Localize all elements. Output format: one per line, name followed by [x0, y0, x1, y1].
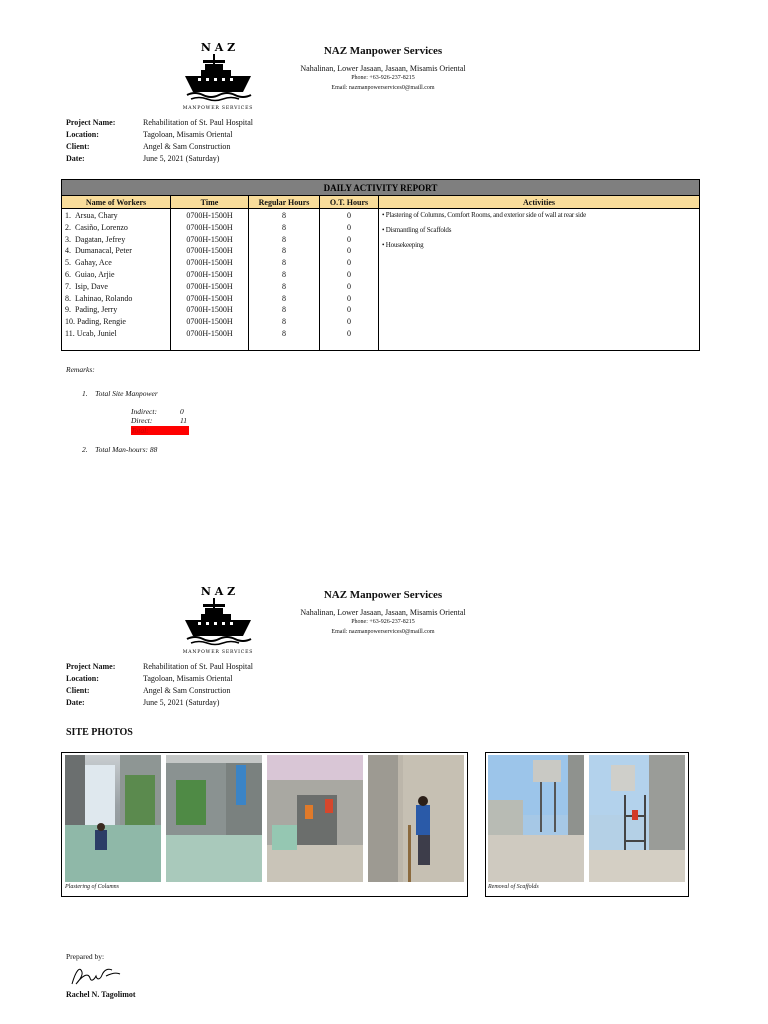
ot-hours-column — [320, 209, 379, 351]
time-cell: 0700H-1500H — [186, 269, 233, 279]
time-cell: 0700H-1500H — [186, 211, 233, 220]
total-row — [131, 426, 189, 435]
regular-hours-cell: 8 — [282, 293, 286, 303]
time-cell: 0700H-1500H — [186, 317, 233, 327]
location-label: Location: — [66, 130, 99, 139]
total-label: Total: — [131, 426, 149, 435]
regular-hours-cell: 8 — [282, 269, 286, 279]
company-phone: Phone: +63-926-237-8215 — [351, 75, 415, 81]
ot-hours-cell: 0 — [347, 305, 351, 315]
regular-hours-cell: 8 — [282, 246, 286, 256]
company-logo — [173, 584, 263, 656]
date-value: June 5, 2021 (Saturday) — [143, 154, 220, 163]
prepared-by-name: Rachel N. Tagolimot — [66, 990, 136, 999]
remarks-item-2 — [82, 445, 157, 454]
project-name-label: Project Name: — [66, 118, 116, 127]
header-regular-hours: Regular Hours — [249, 196, 320, 209]
worker-name: 2. Casiño, Lorenzo — [65, 222, 128, 232]
worker-name: 1. Arsua, Chary — [65, 211, 118, 220]
time-cell: 0700H-1500H — [186, 293, 233, 303]
client-label: Client: — [66, 686, 90, 695]
location-row — [66, 674, 232, 683]
company-email: Email: nazmanpowerservices0@maill.com — [331, 629, 435, 635]
project-name-row — [66, 118, 253, 127]
company-address: Nahalinan, Lower Jasaan, Jasaan, Misamis Oriental — [300, 608, 466, 617]
ot-hours-cell: 0 — [347, 258, 351, 268]
worker-name: 11. Ucab, Juniel — [65, 328, 117, 338]
worker-name: 9. Pading, Jerry — [65, 305, 118, 315]
workers-column — [62, 209, 171, 351]
regular-hours-cell: 8 — [282, 317, 286, 327]
logo-text-bottom: MANPOWER SERVICES — [182, 650, 254, 655]
regular-hours-cell: 8 — [282, 258, 286, 268]
worker-name: 8. Lahinao, Rolando — [65, 293, 133, 303]
time-cell: 0700H-1500H — [186, 258, 233, 268]
company-name: NAZ Manpower Services — [323, 45, 443, 57]
direct-row — [131, 416, 187, 425]
site-photos-title: SITE PHOTOS — [66, 727, 133, 738]
prepared-by-label: Prepared by: — [66, 952, 105, 961]
ot-hours-cell: 0 — [347, 269, 351, 279]
client-value: Angel & Sam Construction — [143, 142, 231, 151]
site-photo-plastering-4 — [368, 755, 464, 882]
time-cell: 0700H-1500H — [186, 328, 233, 338]
location-label: Location: — [66, 674, 99, 683]
site-photo-plastering-3 — [267, 755, 363, 882]
worker-name: 5. Gahay, Ace — [65, 258, 112, 268]
ot-hours-cell: 0 — [347, 234, 351, 244]
caption-scaffolds: Removal of Scaffolds — [488, 884, 539, 890]
photo-group-plastering — [61, 752, 468, 897]
date-label: Date: — [66, 154, 85, 163]
header-workers: Name of Workers — [62, 196, 171, 209]
company-name: NAZ Manpower Services — [323, 589, 443, 601]
worker-name: 7. Isip, Dave — [65, 281, 108, 291]
company-phone: Phone: +63-926-237-8215 — [351, 619, 415, 625]
remarks-item-1 — [82, 389, 158, 398]
remarks-item-2-number: 2. — [82, 445, 88, 454]
date-label: Date: — [66, 698, 85, 707]
ot-hours-cell: 0 — [347, 211, 351, 220]
header-ot-hours: O.T. Hours — [320, 196, 379, 209]
project-name-value: Rehabilitation of St. Paul Hospital — [143, 662, 253, 671]
ot-hours-cell: 0 — [347, 317, 351, 327]
time-cell: 0700H-1500H — [186, 281, 233, 291]
report-title: DAILY ACTIVITY REPORT — [62, 180, 700, 196]
ot-hours-cell: 0 — [347, 222, 351, 232]
worker-name: 10. Pading, Rengie — [65, 317, 126, 327]
time-cell: 0700H-1500H — [186, 222, 233, 232]
company-email: Email: nazmanpowerservices0@maill.com — [331, 85, 435, 91]
site-photo-scaffolds-2 — [589, 755, 685, 882]
date-value: June 5, 2021 (Saturday) — [143, 698, 220, 707]
activity-item: • Dismantling of Scaffolds — [382, 226, 452, 234]
project-name-label: Project Name: — [66, 662, 116, 671]
activity-item: • Plastering of Columns, Comfort Rooms, and exterior side of wall at rear side — [382, 211, 587, 219]
company-logo — [173, 40, 263, 112]
project-name-row — [66, 662, 253, 671]
remarks-item-2-text: Total Man-hours: 88 — [95, 445, 158, 454]
regular-hours-cell: 8 — [282, 234, 286, 244]
worker-name: 4. Dumanacal, Peter — [65, 246, 132, 256]
date-row — [66, 154, 219, 163]
time-cell: 0700H-1500H — [186, 305, 233, 315]
ot-hours-cell: 0 — [347, 281, 351, 291]
time-cell: 0700H-1500H — [186, 234, 233, 244]
daily-activity-report-table — [61, 179, 700, 351]
ot-hours-cell: 0 — [347, 293, 351, 303]
photo-group-scaffolds — [485, 752, 689, 897]
indirect-value: 0 — [180, 407, 184, 416]
time-column — [171, 209, 249, 351]
indirect-row — [131, 407, 184, 416]
time-cell: 0700H-1500H — [186, 246, 233, 256]
regular-hours-cell: 8 — [282, 328, 286, 338]
location-value: Tagoloan, Misamis Oriental — [143, 674, 233, 683]
regular-hours-cell: 8 — [282, 305, 286, 315]
remarks-title: Remarks: — [66, 365, 95, 374]
date-row — [66, 698, 219, 707]
worker-name: 3. Dagatan, Jefrey — [65, 234, 126, 244]
company-address: Nahalinan, Lower Jasaan, Jasaan, Misamis Oriental — [300, 64, 466, 73]
indirect-label: Indirect: — [131, 407, 157, 416]
regular-hours-cell: 8 — [282, 211, 286, 220]
logo-text-top: N A Z — [200, 41, 236, 54]
ot-hours-cell: 0 — [347, 328, 351, 338]
site-photo-plastering-1 — [65, 755, 161, 882]
site-photo-scaffolds-1 — [488, 755, 584, 882]
regular-hours-cell: 8 — [282, 281, 286, 291]
client-value: Angel & Sam Construction — [143, 686, 231, 695]
caption-plastering: Plastering of Columns — [65, 884, 120, 890]
regular-hours-column — [249, 209, 320, 351]
location-value: Tagoloan, Misamis Oriental — [143, 130, 233, 139]
client-label: Client: — [66, 142, 90, 151]
regular-hours-cell: 8 — [282, 222, 286, 232]
ot-hours-cell: 0 — [347, 246, 351, 256]
header-time: Time — [171, 196, 249, 209]
direct-value: 11 — [180, 416, 187, 425]
activity-item: • Housekeeping — [382, 241, 424, 249]
location-row — [66, 130, 232, 139]
client-row — [66, 686, 230, 695]
signature — [66, 962, 126, 990]
activities-column — [379, 209, 700, 351]
direct-label: Direct: — [131, 416, 153, 425]
worker-name: 6. Guiao, Arjie — [65, 269, 115, 279]
project-name-value: Rehabilitation of St. Paul Hospital — [143, 118, 253, 127]
logo-text-bottom: MANPOWER SERVICES — [182, 106, 254, 111]
client-row — [66, 142, 230, 151]
remarks-item-1-number: 1. — [82, 389, 88, 398]
site-photo-plastering-2 — [166, 755, 262, 882]
header-activities: Activities — [379, 196, 700, 209]
remarks-item-1-text: Total Site Manpower — [95, 389, 158, 398]
logo-text-top: N A Z — [200, 585, 236, 598]
